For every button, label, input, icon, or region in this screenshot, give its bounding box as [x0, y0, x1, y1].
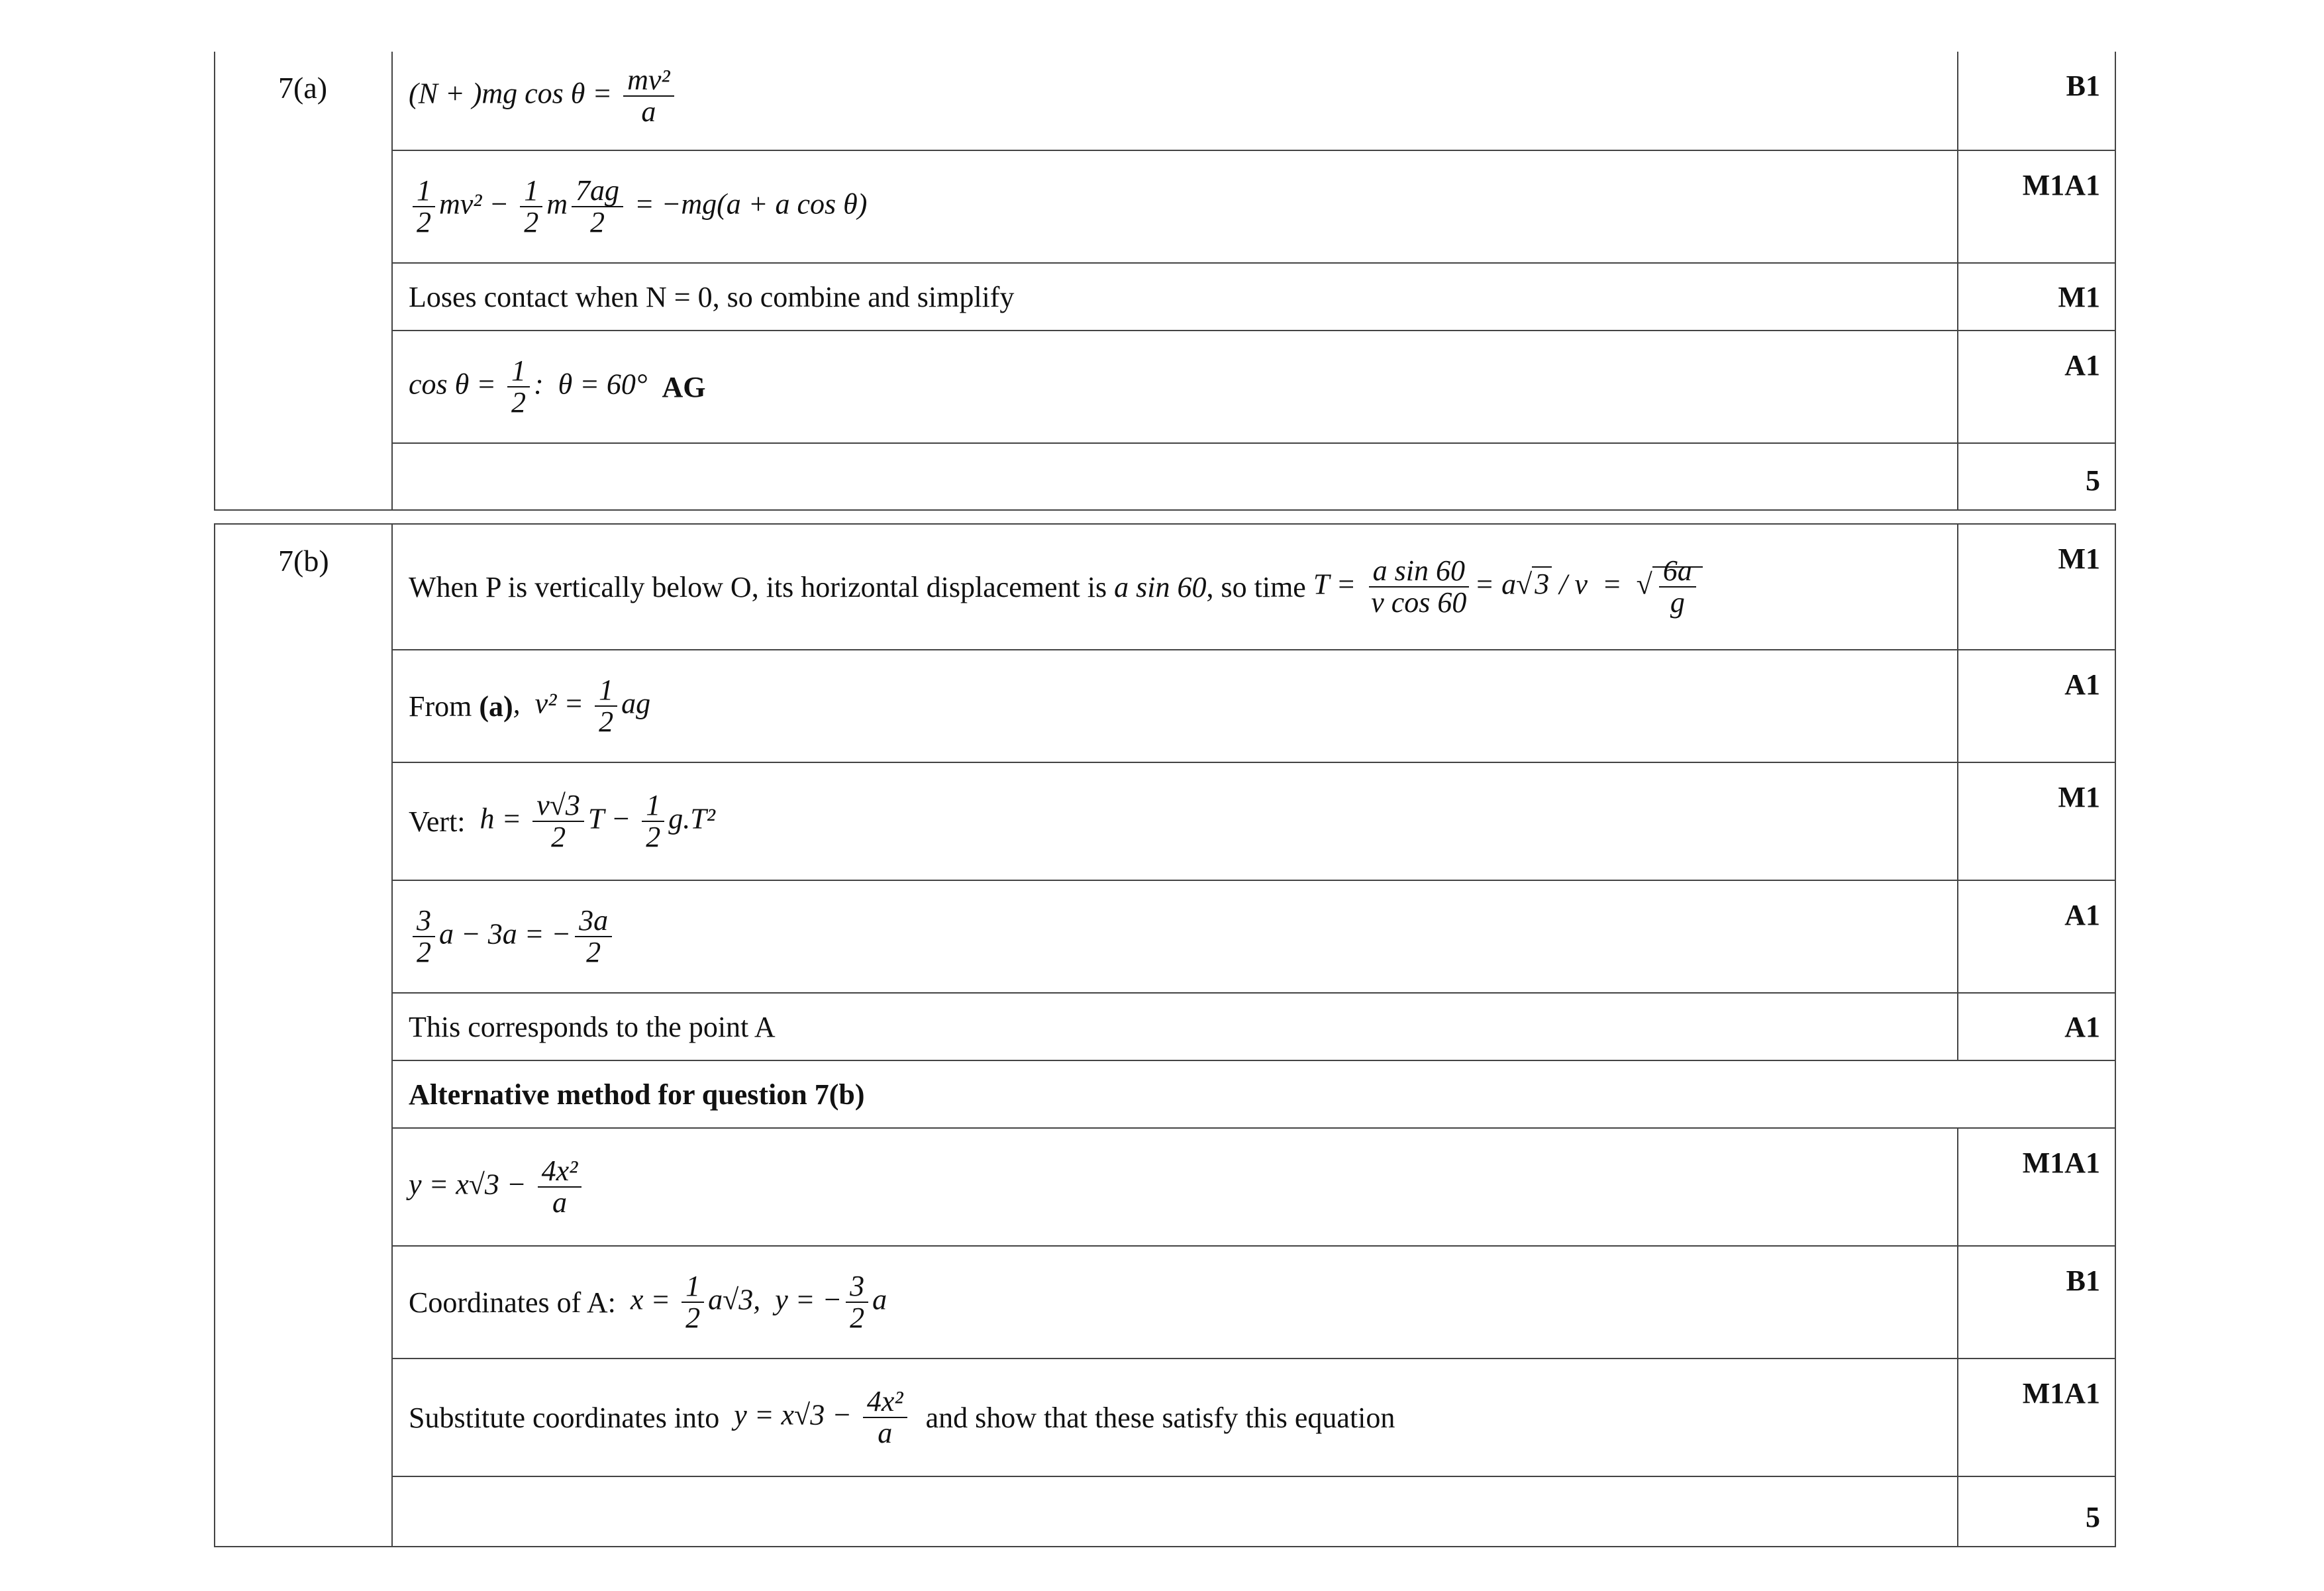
alternative-method-heading: Alternative method for question 7(b) — [409, 1078, 865, 1111]
working-cell — [393, 881, 1958, 992]
table-row — [393, 994, 2115, 1061]
mark-label: A1 — [2064, 349, 2100, 382]
part-a-rows — [393, 52, 2115, 509]
equation-vertical: h = $\frac{v√3}{2}$ T − $\frac{1}{2}$ g.T² — [465, 788, 715, 853]
mark-label: M1 — [2058, 280, 2100, 313]
row-text: From — [409, 690, 472, 723]
mark-label: M1A1 — [2022, 1147, 2100, 1179]
working-cell — [393, 763, 1958, 880]
table-row — [393, 525, 2115, 650]
table-row — [393, 763, 2115, 881]
row-text: Substitute coordinates into — [409, 1401, 720, 1434]
equation-trajectory: y = x√3 − $\frac{\text{4x²}}{a}$ — [409, 1156, 585, 1218]
table-row — [393, 52, 2115, 151]
working-cell: When P is vertically below O, its horizontal displacement is a sin 60 , so time T = $\frac{\text{a sin 60}}{\text{v cos 60}}$ = a√3 / v = √ $\frac{6a}{g}$ — [393, 525, 1958, 649]
mark-label: A1 — [2064, 1010, 2100, 1043]
empty-cell — [393, 444, 1958, 509]
table-row — [393, 1129, 2115, 1247]
working-cell — [393, 1247, 1958, 1358]
table-row — [393, 1359, 2115, 1477]
equation-time: T = $\frac{\text{a sin 60}}{\text{v cos 60}}$ = a√3 / v = √ $\frac{6a}{g}$ — [1306, 556, 1703, 618]
working-cell — [393, 151, 1958, 262]
part-a-block — [214, 52, 2116, 511]
row-text: and show that these satisfy this equation — [925, 1401, 1395, 1434]
mark-label: B1 — [2066, 70, 2100, 102]
row-text: When P is vertically below O, its horizontal displacement is — [409, 570, 1107, 603]
table-row — [393, 151, 2115, 264]
table-row — [393, 1247, 2115, 1359]
mark-label: A1 — [2064, 668, 2100, 701]
part-b-block — [214, 523, 2116, 1547]
part-b-rows — [393, 525, 2115, 1546]
table-row — [393, 881, 2115, 994]
mark-label: B1 — [2066, 1264, 2100, 1297]
working-cell — [393, 650, 1958, 762]
total-mark: 5 — [2086, 464, 2100, 497]
equation-coordinates: x = $\frac{1}{2}$ a√3, y = − $\frac{3}{2}$ a — [615, 1269, 887, 1334]
equation-substitute: y = x√3 − $\frac{\text{4x²}}{a}$ — [719, 1386, 925, 1449]
row-text: , so time — [1206, 570, 1306, 603]
table-row — [393, 264, 2115, 331]
equation-height: $\frac{3}{2}$ a − 3a = − $\frac{3a}{2}$ — [409, 905, 616, 968]
heading-row — [393, 1061, 2115, 1129]
working-cell — [393, 1129, 1958, 1245]
equation-v-squared: , v² = $\frac{1}{2}$ ag — [513, 673, 651, 738]
part-reference: (a) — [479, 690, 513, 723]
answer-given-tag: AG — [662, 370, 706, 403]
working-cell — [393, 52, 1958, 150]
equation-energy: $\frac{1}{2}$ mv² − $\frac{1}{2}$ m $\frac{7ag}{2}$ = −mg(a + a cos θ) — [409, 176, 867, 238]
question-label-7b: 7(b) — [215, 525, 393, 1546]
row-text: Vert: — [409, 805, 466, 838]
empty-cell — [393, 1477, 1958, 1546]
equation-radial: (N + )mg cos θ = $\frac{\text{mv²}}{a}$ — [409, 65, 678, 127]
mark-label: M1 — [2058, 542, 2100, 575]
question-label-7a: 7(a) — [215, 52, 393, 509]
row-text: Coordinates of A: — [409, 1286, 616, 1319]
working-cell: This corresponds to the point A — [393, 994, 1958, 1060]
mark-label: A1 — [2064, 899, 2100, 931]
working-cell — [393, 331, 1958, 442]
table-row — [393, 650, 2115, 763]
mark-label: M1A1 — [2022, 169, 2100, 201]
table-row — [393, 331, 2115, 444]
total-row — [393, 444, 2115, 509]
working-cell: Loses contact when N = 0, so combine and simplify — [393, 264, 1958, 330]
working-cell — [393, 1359, 1958, 1476]
total-row — [393, 1477, 2115, 1546]
total-mark: 5 — [2086, 1501, 2100, 1533]
equation-cos-theta: cos θ = $\frac{1}{2}$ : θ = 60° — [409, 354, 662, 419]
mark-label: M1 — [2058, 781, 2100, 813]
mark-label: M1A1 — [2022, 1377, 2100, 1410]
